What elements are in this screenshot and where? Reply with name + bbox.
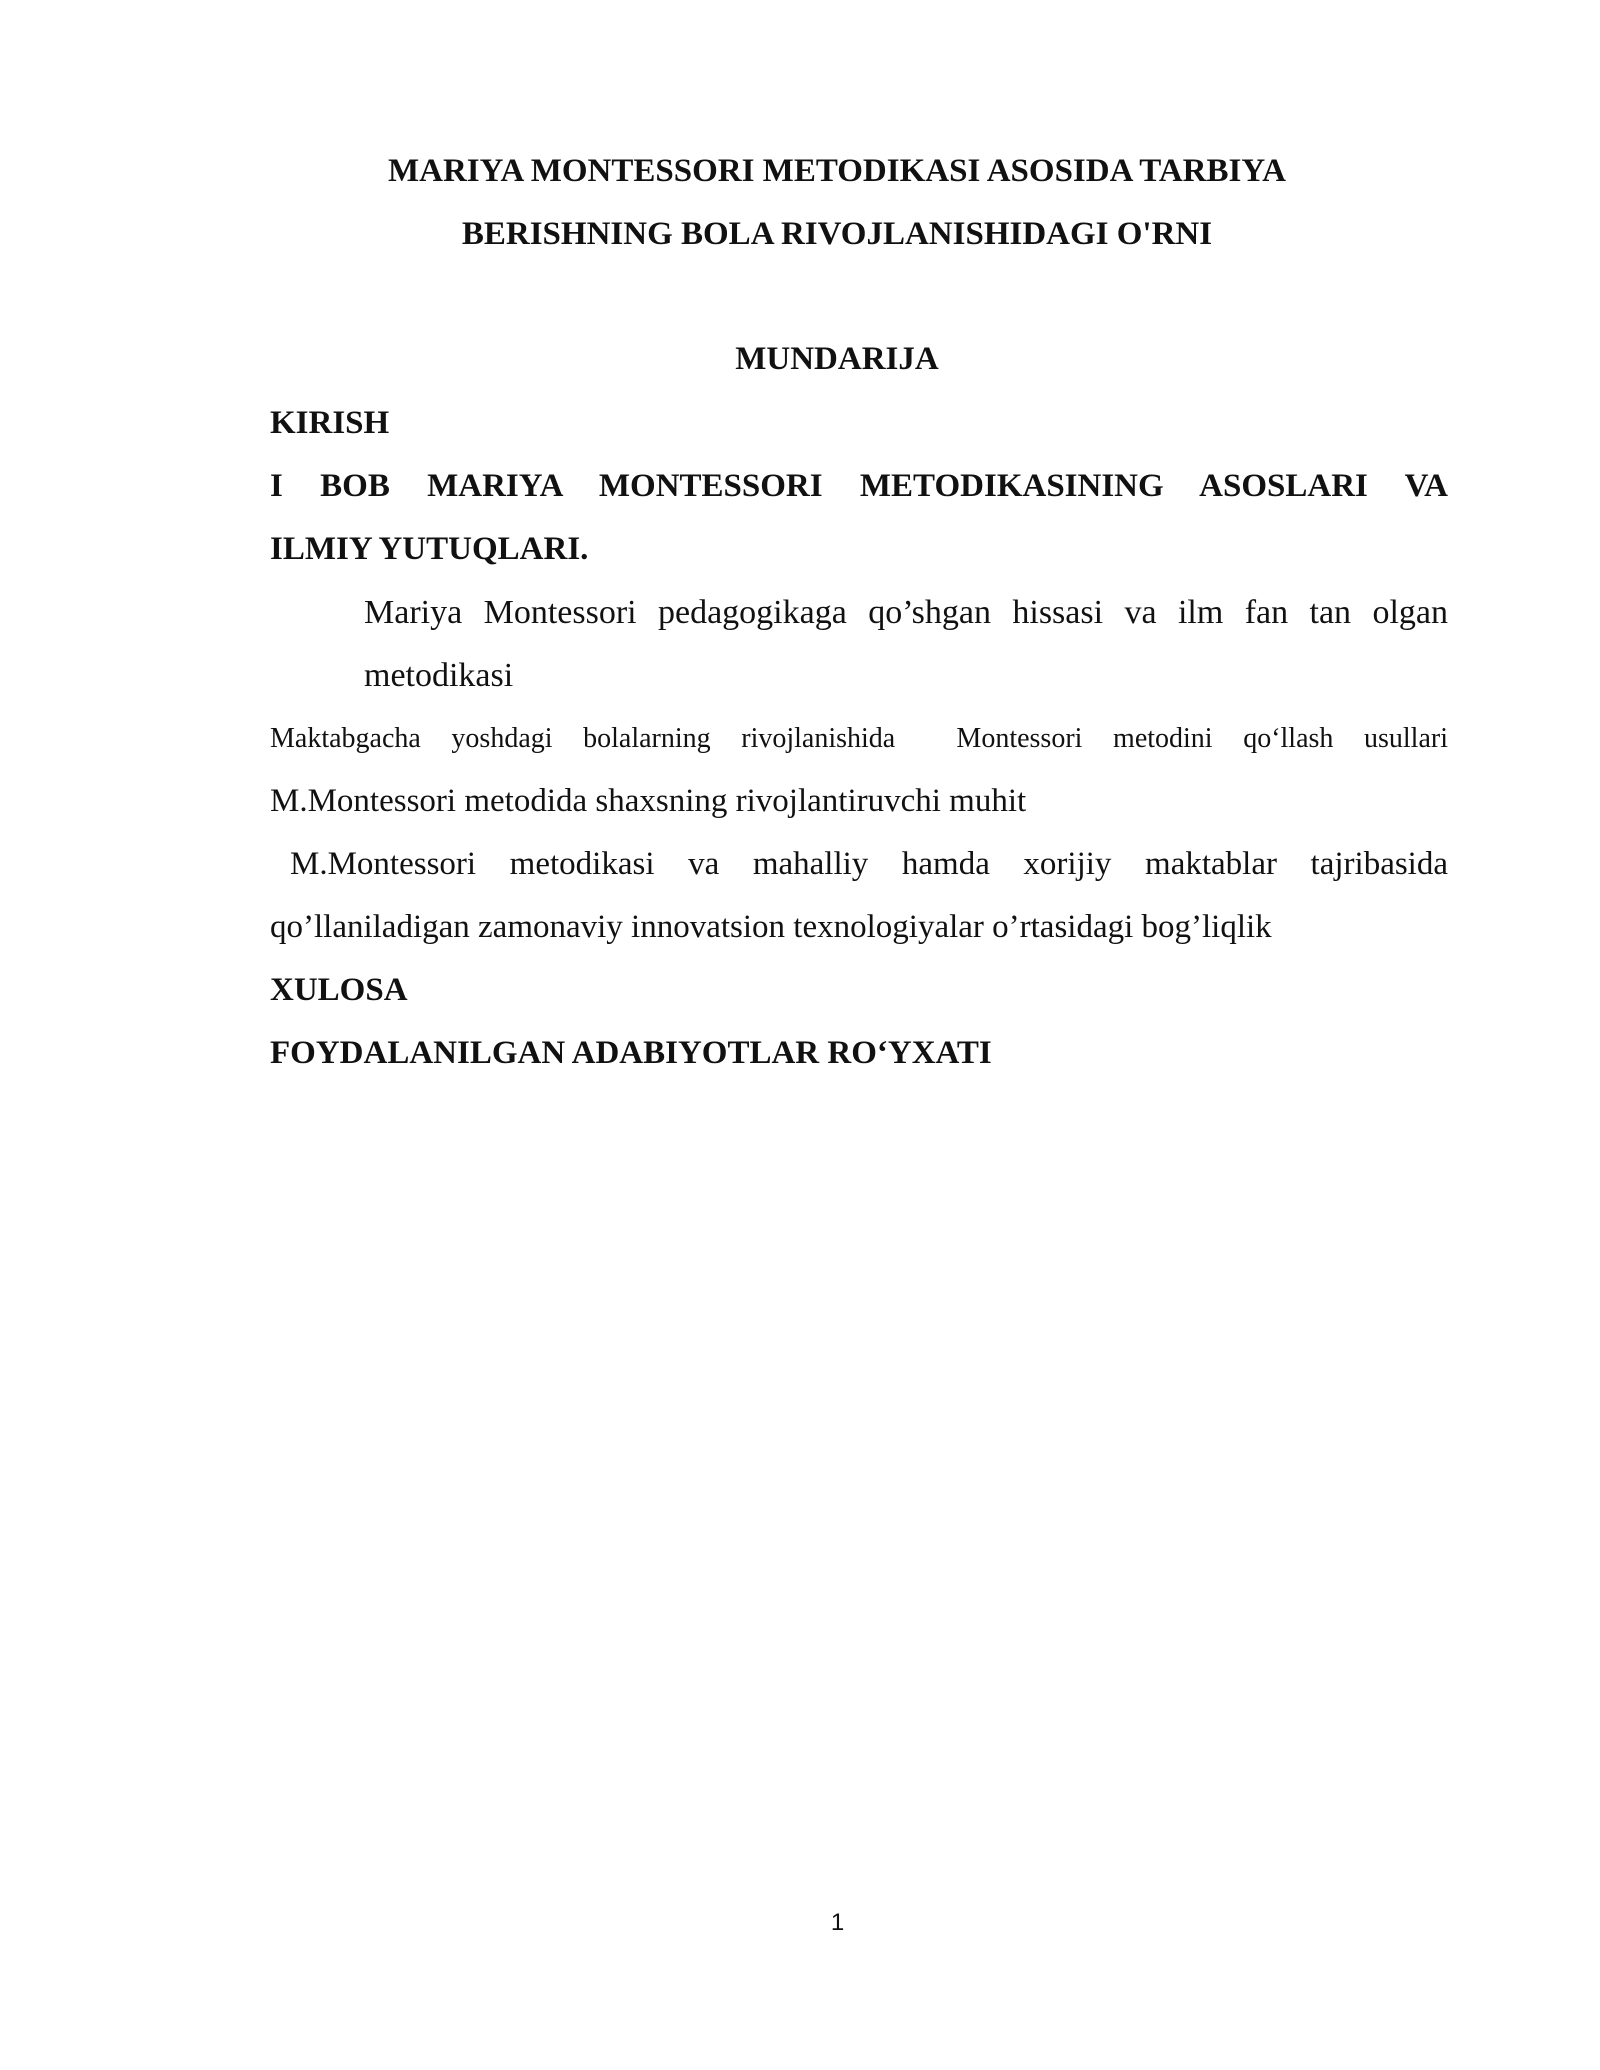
toc-section4-line-1: M.Montessori metodikasi va mahalliy hamda xorijiy maktablar tajribasida — [290, 846, 1448, 882]
toc-chapter1-line-2: ILMIY YUTUQLARI. — [270, 531, 589, 567]
document-title — [270, 140, 1404, 266]
toc-section1-line-1: Mariya Montessori pedagogikaga qo’shgan hissasi va ilm fan tan olgan — [364, 594, 1448, 631]
toc-chapter1-line-1: I BOB MARIYA MONTESSORI METODIKASINING ASOSLARI VA — [270, 468, 1448, 504]
table-of-contents — [270, 392, 1448, 1085]
toc-section1-line-2: metodikasi — [364, 657, 514, 694]
toc-section3: M.Montessori metodida shaxsning rivojlantiruvchi muhit — [270, 783, 1027, 819]
contents-heading: MUNDARIJA — [735, 341, 939, 377]
title-line-2: BERISHNING BOLA RIVOJLANISHIDAGI O'RNI — [461, 216, 1213, 252]
toc-references: FOYDALANILGAN ADABIYOTLAR RO‘YXATI — [270, 1035, 992, 1071]
toc-section2: Maktabgacha yoshdagi bolalarning rivojlanishida Montessori metodini qo‘llash usullari — [270, 723, 1448, 754]
toc-intro: KIRISH — [270, 405, 390, 441]
toc-conclusion: XULOSA — [270, 972, 408, 1008]
title-line-1: MARIYA MONTESSORI METODIKASI ASOSIDA TARBIYA — [388, 153, 1286, 189]
page-number: 1 — [830, 1909, 845, 1936]
toc-section4-line-2: qo’llaniladigan zamonaviy innovatsion texnologiyalar o’rtasidagi bog’liqlik — [270, 909, 1272, 945]
